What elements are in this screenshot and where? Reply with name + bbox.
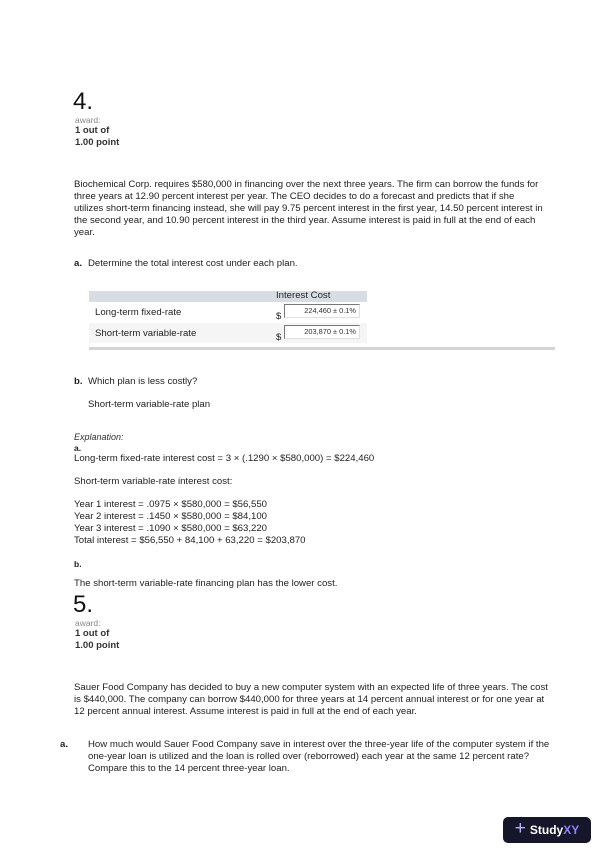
question-prompt: Biochemical Corp. requires $580,000 in financing over the next three years. The firm can borrow the funds for three years at 12.90 percent interest per year. The CEO decides to do a forecast and predicts that if she utilizes short-term financing instead, she will pay 9.75 percent interest in the first year, 14.50 percent interest in the second year, and 10.90 percent interest in the third year. Assume interest is paid in full at the end of each year.	[74, 179, 543, 238]
part-b-label: b.	[74, 376, 83, 387]
part-b-question	[74, 376, 544, 388]
explanation-b-text: The short-term variable-rate financing plan has the lower cost.	[74, 578, 338, 589]
part-a-label: a.	[60, 739, 69, 750]
part-b-text: Which plan is less costly?	[88, 376, 198, 387]
part-a-text: Determine the total interest cost under each plan.	[88, 258, 298, 269]
long-term-interest-input[interactable]: 224,460 ± 0.1%	[284, 304, 360, 318]
explanation-a-label: a.	[74, 443, 82, 453]
plus-icon: +	[514, 818, 526, 839]
brand-name	[530, 823, 579, 837]
table-header	[89, 291, 367, 302]
part-a-question	[60, 739, 558, 775]
explanation-title: Explanation:	[74, 432, 124, 442]
short-term-interest-input[interactable]: 203,870 ± 0.1%	[284, 325, 360, 339]
award-label: award:	[75, 618, 101, 628]
row-label-short-term: Short-term variable-rate	[95, 328, 197, 339]
currency-symbol: $	[276, 311, 282, 322]
studyxy-logo[interactable]	[503, 817, 591, 843]
question-number: 4.	[73, 88, 94, 115]
table-row	[89, 302, 367, 322]
explanation-short-term-title: Short-term variable-rate interest cost:	[74, 476, 233, 487]
part-a-question	[74, 258, 544, 270]
explanation-year-2: Year 2 interest = .1450 × $580,000 = $84,100	[74, 511, 268, 522]
part-b-answer: Short-term variable-rate plan	[88, 399, 211, 410]
explanation-year-1: Year 1 interest = .0975 × $580,000 = $56,550	[74, 499, 268, 510]
explanation-b-label: b.	[74, 559, 82, 569]
award-points: 1.00 point	[75, 137, 120, 148]
award-label: award:	[75, 115, 101, 125]
explanation-year-3: Year 3 interest = .1090 × $580,000 = $63,220	[74, 523, 268, 534]
table-divider	[89, 347, 555, 350]
question-prompt: Sauer Food Company has decided to buy a new computer system with an expected life of three years. The cost is $440,000. The company can borrow $440,000 for three years at 14 percent annual interest or for one year at 12 percent annual interest. Assume interest is paid in full at the end of each year.	[74, 682, 548, 717]
award-points: 1.00 point	[75, 640, 120, 651]
brand-name-part1: Study	[529, 823, 564, 837]
question-number: 5.	[73, 591, 94, 618]
currency-symbol: $	[276, 332, 282, 343]
column-header-interest-cost: Interest Cost	[276, 290, 331, 301]
table-row	[89, 323, 367, 343]
row-label-long-term: Long-term fixed-rate	[95, 307, 182, 318]
brand-name-part2: XY	[563, 823, 580, 837]
explanation-total: Total interest = $56,550 + 84,100 + 63,220 = $203,870	[74, 535, 306, 546]
award-score: 1 out of	[75, 125, 110, 136]
explanation-long-term: Long-term fixed-rate interest cost = 3 × (.1290 × $580,000) = $224,460	[74, 453, 375, 464]
part-a-text: How much would Sauer Food Company save in interest over the three-year life of the computer system if the one-year loan is utilized and the loan is rolled over (reborrowed) each year at the same 12 percent rate? Compare this to the 14 percent three-year loan.	[88, 739, 550, 774]
part-a-label: a.	[74, 258, 83, 269]
award-score: 1 out of	[75, 628, 110, 639]
